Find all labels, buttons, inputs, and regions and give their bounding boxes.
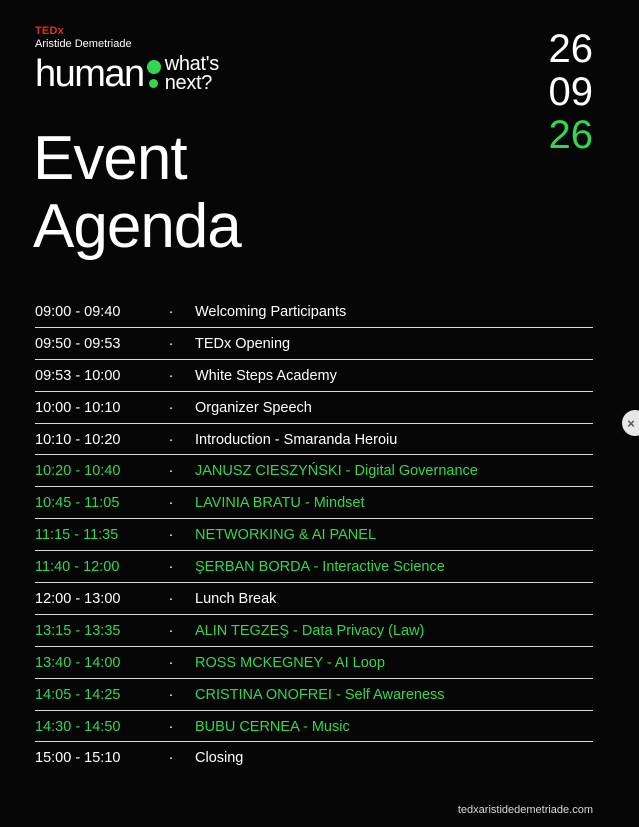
logo-word: human [35, 53, 144, 95]
tagline-line2: next? [164, 72, 213, 94]
tagline-line1: what's [164, 53, 219, 75]
agenda-row [35, 455, 593, 487]
agenda-row [35, 487, 593, 519]
agenda-separator: · [168, 622, 174, 639]
agenda-separator: · [168, 686, 174, 703]
agenda-row [35, 328, 593, 360]
carousel-close-button[interactable] [622, 410, 639, 436]
logo-tagline [165, 55, 219, 93]
agenda-time: 10:20 - 10:40 [35, 463, 121, 480]
agenda-event: Introduction - Smaranda Heroiu [195, 431, 398, 448]
agenda-event: ŞERBAN BORDA - Interactive Science [195, 559, 445, 576]
agenda-time: 11:15 - 11:35 [35, 527, 119, 544]
agenda-separator: · [168, 527, 174, 544]
agenda-event: BUBU CERNEA - Music [195, 718, 350, 735]
close-icon: × [627, 415, 635, 431]
agenda-row [35, 679, 593, 711]
agenda-separator: · [168, 399, 174, 416]
agenda-time: 12:00 - 13:00 [35, 590, 121, 607]
agenda-row [35, 424, 593, 456]
agenda-separator: · [168, 303, 174, 320]
agenda-row [35, 615, 593, 647]
agenda-row [35, 392, 593, 424]
brand-logo [35, 25, 219, 95]
event-date [549, 28, 594, 157]
agenda-event: ROSS MCKEGNEY - AI Loop [195, 654, 385, 671]
agenda-event: White Steps Academy [195, 367, 337, 384]
agenda-row [35, 360, 593, 392]
human-logo [35, 53, 219, 95]
page-title [33, 125, 241, 261]
agenda-time: 13:40 - 14:00 [35, 654, 121, 671]
agenda-event: CRISTINA ONOFREI - Self Awareness [195, 686, 445, 703]
agenda-event: JANUSZ CIESZYŃSKI - Digital Governance [195, 463, 478, 480]
agenda-row [35, 519, 593, 551]
brand-subtitle: Aristide Demetriade [35, 38, 132, 50]
date-year: 26 [548, 113, 593, 157]
agenda-event: LAVINIA BRATU - Mindset [195, 495, 365, 512]
agenda-row [35, 583, 593, 615]
agenda-event: Welcoming Participants [195, 303, 347, 320]
title-line1: Event [33, 124, 187, 193]
agenda-separator: · [168, 750, 174, 767]
agenda-time: 09:50 - 09:53 [35, 335, 121, 352]
agenda-separator: · [168, 654, 174, 671]
agenda-time: 14:05 - 14:25 [35, 686, 121, 703]
agenda-event: Organizer Speech [195, 399, 312, 416]
agenda-row [35, 551, 593, 583]
agenda-time: 10:00 - 10:10 [35, 399, 121, 416]
dot-icon [147, 60, 161, 74]
agenda-row [35, 711, 593, 743]
agenda-time: 11:40 - 12:00 [35, 559, 120, 576]
agenda-time: 09:00 - 09:40 [35, 303, 121, 320]
agenda-separator: · [168, 495, 174, 512]
agenda-time: 15:00 - 15:10 [35, 750, 121, 767]
agenda-separator: · [168, 463, 174, 480]
agenda-separator: · [168, 431, 174, 448]
agenda-time: 10:45 - 11:05 [35, 495, 120, 512]
agenda-row [35, 742, 593, 774]
agenda-time: 13:15 - 13:35 [35, 622, 121, 639]
agenda-separator: · [168, 559, 174, 576]
agenda-event: TEDx Opening [195, 335, 291, 352]
logo-dots-icon [147, 60, 161, 88]
agenda-time: 14:30 - 14:50 [35, 718, 121, 735]
agenda-separator: · [168, 367, 174, 384]
agenda-separator: · [168, 718, 174, 735]
website-url: tedxaristidedemetriade.com [457, 804, 593, 816]
agenda-row [35, 296, 593, 328]
agenda-event: NETWORKING & AI PANEL [195, 527, 377, 544]
agenda-time: 09:53 - 10:00 [35, 367, 121, 384]
tedx-mark: TEDx [35, 25, 64, 37]
agenda-event: Lunch Break [195, 590, 277, 607]
agenda-row [35, 647, 593, 679]
agenda-separator: · [168, 335, 174, 352]
agenda-separator: · [168, 590, 174, 607]
agenda-event: ALIN TEGZEŞ - Data Privacy (Law) [195, 622, 425, 639]
dot-icon [149, 79, 158, 88]
agenda-event: Closing [195, 750, 244, 767]
title-line2: Agenda [33, 192, 241, 261]
agenda-list [35, 296, 593, 774]
date-day: 26 [548, 27, 593, 71]
date-month: 09 [548, 70, 593, 114]
agenda-time: 10:10 - 10:20 [35, 431, 121, 448]
